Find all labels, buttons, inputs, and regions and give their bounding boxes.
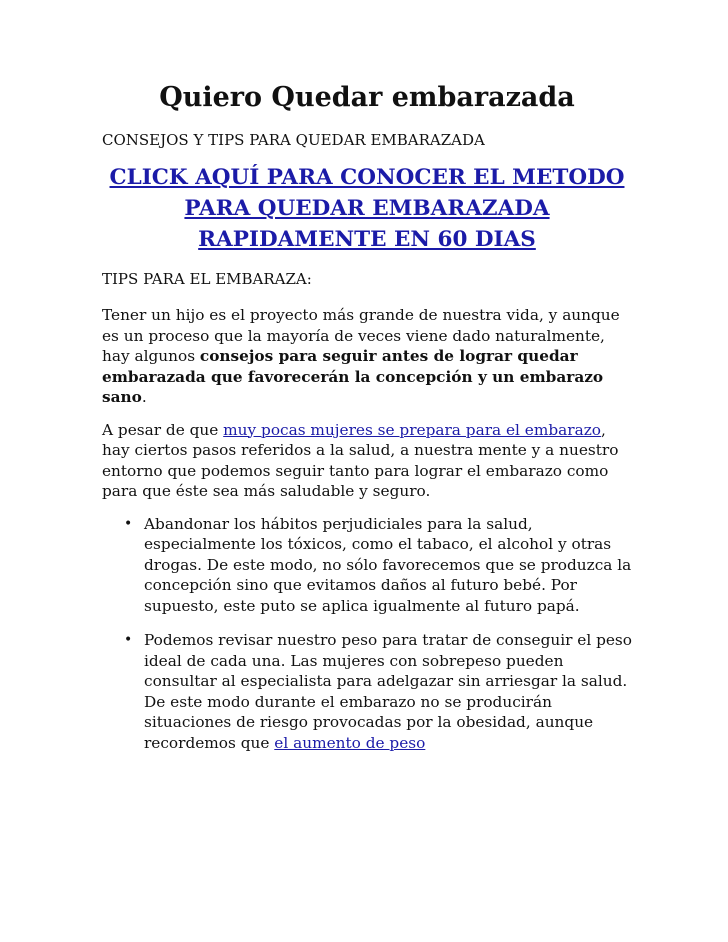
preparation-text-start: A pesar de que: [102, 420, 224, 439]
bullet-icon: •: [124, 515, 133, 532]
intro-bold-text: consejos para seguir antes de lograr quedar embarazada que favorecerán la concepción y un embarazo sano: [102, 347, 604, 406]
intro-text: Tener un hijo es el proyecto más grande de nuestra vida, y aunque es un proceso que la mayoría de veces viene dado naturalmente, hay algunos: [102, 306, 620, 365]
intro-end: .: [141, 388, 147, 406]
tip-text: Abandonar los hábitos perjudiciales para la salud, especialmente los tóxicos, como el tabaco, el alcohol y otras drogas. De este modo, no sólo favorecemos que se produzca la concepción sino que evitamos daños al futuro bebé. Por supuesto, este puto se aplica igualmente al futuro papá.: [144, 514, 632, 615]
list-item: [116, 630, 632, 753]
preparation-text-end: , hay ciertos pasos referidos a la salud, a nuestra mente y a nuestro entorno que podemos seguir tanto para lograr el embarazo como para que éste sea más saludable y seguro.: [102, 420, 619, 500]
section-heading: TIPS PARA EL EMBARAZA:: [102, 270, 312, 288]
intro-paragraph: [102, 305, 632, 408]
page-title: Quiero Quedar embarazada: [159, 82, 575, 113]
subtitle: CONSEJOS Y TIPS PARA QUEDAR EMBARAZADA: [102, 131, 485, 149]
tips-list: [102, 514, 632, 754]
document-page: [102, 80, 632, 767]
tip-text: Podemos revisar nuestro peso para tratar de conseguir el peso ideal de cada una. Las mujeres con sobrepeso pueden consultar al especialista para adelgazar sin arriesgar la salud. De este modo durante el embarazo no se producirán situaciones de riesgo provocadas por la obesidad, aunque recordemos que: [144, 631, 632, 752]
list-item: [116, 514, 632, 617]
preparation-link[interactable]: muy pocas mujeres se prepara para el embarazo: [223, 420, 601, 439]
cta-link[interactable]: CLICK AQUÍ PARA CONOCER EL METODO PARA QUEDAR EMBARAZADA RAPIDAMENTE EN 60 DIAS: [109, 165, 625, 252]
preparation-paragraph: [102, 420, 632, 502]
weight-gain-link[interactable]: el aumento de peso: [274, 733, 426, 752]
bullet-icon: •: [124, 632, 133, 648]
